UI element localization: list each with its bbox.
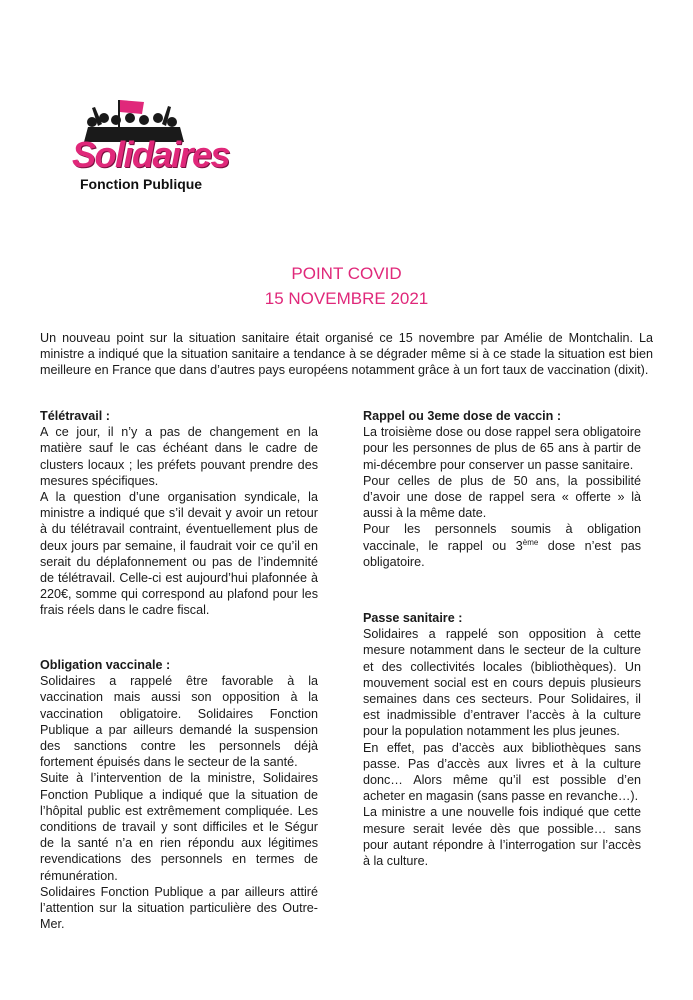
- section-paragraph: La ministre a une nouvelle fois indiqué que cette mesure serait levée dès que possible… sans pour autant répondre à l’interrogation sur l’accès à la culture.: [363, 805, 641, 869]
- page-date: 15 NOVEMBRE 2021: [264, 289, 429, 308]
- logo-brand-text: Solidaires: [72, 134, 230, 175]
- solidaires-logo: [72, 96, 230, 206]
- logo-subtitle: Fonction Publique: [80, 176, 203, 192]
- section-heading: Obligation vaccinale :: [40, 658, 171, 672]
- section-obligation-vaccinale: [40, 657, 318, 932]
- section-heading: Rappel ou 3eme dose de vaccin :: [363, 409, 562, 423]
- text-run: dose n’est pas obligatoire.: [363, 538, 641, 569]
- section-paragraph: A ce jour, il n’y a pas de changement en la matière sauf le cas échéant dans le cadre de clusters locaux ; les préfets pouvant prendre des mesures spécifiques.: [40, 425, 318, 488]
- section-heading: Télétravail :: [40, 409, 110, 423]
- section-paragraph: Pour celles de plus de 50 ans, la possibilité d’avoir une dose de rappel sera « offerte » là aussi à la même date.: [363, 473, 641, 521]
- section-heading: Passe sanitaire :: [363, 611, 463, 625]
- section-rappel-3eme-dose: [363, 408, 641, 570]
- section-paragraph: [363, 521, 641, 570]
- superscript: ème: [522, 537, 539, 547]
- text-run: Pour les personnels soumis à obligation vaccinale, le rappel ou 3: [363, 522, 641, 553]
- intro-paragraph: Un nouveau point sur la situation sanitaire était organisé ce 15 novembre par Amélie de Montchalin. La ministre a indiqué que la situation sanitaire a tendance à se dégrader même si à ce stade la situation est bien meilleure en France que dans d’autres pays européens notamment grâce à un fort taux de vaccination (dixit).: [40, 331, 653, 378]
- section-paragraph: Solidaires Fonction Publique a par ailleurs attiré l’attention sur la situation particulière des Outre-Mer.: [40, 884, 318, 932]
- section-paragraph: A la question d’une organisation syndicale, la ministre a indiqué que s’il devait y avoir un retour à du télétravail contraint, éventuellement plus de deux jours par semaine, il faudrait voir ce qu’il en serait du déplafonnement ou pas de l’indemnité de télétravail. Celle-ci est aujourd’hui plafonnée à 220€, somme qui correspond au plafond pour les frais réels dans le cadre fiscal.: [40, 490, 318, 618]
- section-paragraph: La troisième dose ou dose rappel sera obligatoire pour les personnes de plus de 65 ans à partir de mi-décembre pour conserver un passe sanitaire.: [363, 425, 641, 472]
- section-teletravail: [40, 408, 318, 619]
- section-paragraph: En effet, pas d’accès aux bibliothèques sans passe. Pas d’accès aux livres et à la culture donc… Alors même qu’il est possible d’en acheter en magasin (sans passe en revanche…).: [363, 740, 641, 804]
- section-paragraph: Suite à l’intervention de la ministre, Solidaires Fonction Publique a indiqué que la situation de l’hôpital public est extrêmement compliquée. Les conditions de travail y sont difficiles et le Ségur de la santé n’a en rien répondu aux légitimes revendications des personnels en termes de rémunération.: [40, 771, 318, 883]
- section-paragraph: Solidaires a rappelé son opposition à cette mesure notamment dans le secteur de la culture et des collectivités locales (bibliothèques). Un mouvement social est en cours depuis plusieurs semaines dans ces secteurs. Pour Solidaires, il est inadmissible d’entraver l’accès à la culture pour la population notamment les plus jeunes.: [363, 627, 641, 739]
- section-paragraph: Solidaires a rappelé être favorable à la vaccination mais aussi son opposition à la vaccination obligatoire. Solidaires Fonction Publique a par ailleurs demandé la suspension des sanctions contre les personnels déjà fortement épuisés dans le secteur de la santé.: [40, 674, 318, 770]
- page-title: POINT COVID: [291, 264, 402, 283]
- section-passe-sanitaire: [363, 610, 641, 869]
